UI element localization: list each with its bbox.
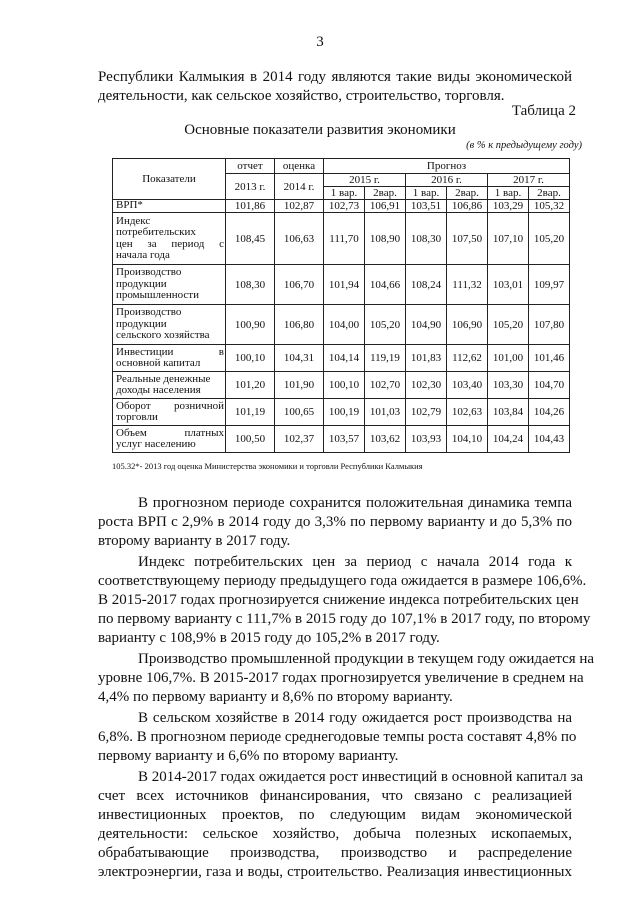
table-row [113, 305, 570, 345]
cell: 105,20 [488, 305, 529, 345]
cell: 104,00 [324, 305, 365, 345]
paragraph-2-line-2: соответствующему периоду предыдущего года ожидается в размере 106,6%. [98, 573, 587, 589]
cell: 100,10 [324, 372, 365, 399]
paragraph-2-line-4: по первому варианту с 111,7% в 2015 году до 107,1% в 2017 году, по второму [98, 611, 591, 627]
paragraph-5-line-2: счет всех источников финансирования, что связано с реализацией [98, 788, 572, 804]
paragraph-3-line-3: 4,4% по первому варианту и 8,6% по второму варианту. [98, 689, 453, 705]
cell: 104,14 [324, 345, 365, 372]
cell: 104,66 [365, 265, 406, 305]
cell: 100,19 [324, 399, 365, 426]
table-row [113, 265, 570, 305]
header-variant-2: 2вар. [529, 187, 570, 200]
header-year-2014: 2014 г. [275, 174, 324, 200]
cell: 103,30 [488, 372, 529, 399]
cell: 101,00 [488, 345, 529, 372]
row-label: Оборот розничной торговли [113, 399, 226, 426]
row-label: Объем платных услуг населению [113, 426, 226, 453]
cell: 101,19 [226, 399, 275, 426]
intro-line-2: деятельности, как сельское хозяйство, строительство, торговля. [98, 88, 505, 104]
cell: 108,30 [226, 265, 275, 305]
cell: 103,01 [488, 265, 529, 305]
cell: 103,51 [406, 200, 447, 213]
cell: 106,90 [447, 305, 488, 345]
page-number: 3 [316, 34, 324, 50]
cell: 104,24 [488, 426, 529, 453]
economy-indicators-table [112, 158, 570, 453]
row-label: Производство продукции промышленности [113, 265, 226, 305]
table-label: Таблица 2 [511, 103, 576, 119]
row-label: Реальные денежные доходы населения [113, 372, 226, 399]
cell: 100,50 [226, 426, 275, 453]
cell: 108,45 [226, 213, 275, 265]
table-footnote: 105.32*- 2013 год оценка Министерства экономики и торговли Республики Калмыкия [112, 461, 423, 471]
table-unit: (в % к предыдущему году) [466, 140, 582, 151]
cell: 112,62 [447, 345, 488, 372]
cell: 105,20 [365, 305, 406, 345]
cell: 109,97 [529, 265, 570, 305]
cell: 104,70 [529, 372, 570, 399]
cell: 103,93 [406, 426, 447, 453]
paragraph-1-line-1: В прогнозном периоде сохранится положительная динамика темпа [138, 495, 572, 511]
cell: 102,73 [324, 200, 365, 213]
paragraph-2-line-3: В 2015-2017 годах прогнозируется снижение индекса потребительских цен [98, 592, 579, 608]
cell: 106,63 [275, 213, 324, 265]
header-year-2016: 2016 г. [406, 174, 488, 187]
cell: 101,03 [365, 399, 406, 426]
intro-line-1: Республики Калмыкия в 2014 году являются такие виды экономической [98, 69, 572, 85]
cell: 102,30 [406, 372, 447, 399]
cell: 106,86 [447, 200, 488, 213]
cell: 107,50 [447, 213, 488, 265]
table-row [113, 372, 570, 399]
header-estimate: оценка [275, 159, 324, 174]
cell: 106,91 [365, 200, 406, 213]
header-year-2017: 2017 г. [488, 174, 570, 187]
table-row [113, 213, 570, 265]
header-variant-2: 2вар. [447, 187, 488, 200]
cell: 119,19 [365, 345, 406, 372]
row-label: ВРП* [113, 200, 226, 213]
cell: 108,90 [365, 213, 406, 265]
paragraph-2-line-1: Индекс потребительских цен за период с начала 2014 года к [138, 554, 572, 570]
header-variant-1: 1 вар. [324, 187, 365, 200]
table-row [113, 345, 570, 372]
paragraph-4-line-2: 6,8%. В прогнозном периоде среднегодовые темпы роста составят 4,8% по [98, 729, 577, 745]
header-variant-1: 1 вар. [406, 187, 447, 200]
table-title: Основные показатели развития экономики [184, 122, 456, 138]
table-row [113, 399, 570, 426]
paragraph-5-line-6: электроэнергии, газа и воды, строительство. Реализация инвестиционных [98, 864, 572, 880]
cell: 106,70 [275, 265, 324, 305]
cell: 102,37 [275, 426, 324, 453]
paragraph-2-line-5: варианту с 108,9% в 2015 году до 105,2% в 2017 году. [98, 630, 440, 646]
cell: 100,65 [275, 399, 324, 426]
cell: 104,26 [529, 399, 570, 426]
cell: 108,30 [406, 213, 447, 265]
header-indicators: Показатели [113, 159, 226, 200]
header-forecast: Прогноз [324, 159, 570, 174]
cell: 101,94 [324, 265, 365, 305]
cell: 103,29 [488, 200, 529, 213]
paragraph-5-line-3: инвестиционных проектов, по следующим видам экономической [98, 807, 572, 823]
cell: 101,20 [226, 372, 275, 399]
cell: 103,57 [324, 426, 365, 453]
cell: 102,63 [447, 399, 488, 426]
cell: 100,10 [226, 345, 275, 372]
header-variant-2: 2вар. [365, 187, 406, 200]
cell: 102,79 [406, 399, 447, 426]
cell: 105,20 [529, 213, 570, 265]
cell: 101,86 [226, 200, 275, 213]
paragraph-5-line-1: В 2014-2017 годах ожидается рост инвестиций в основной капитал за [138, 769, 584, 785]
cell: 106,80 [275, 305, 324, 345]
header-variant-1: 1 вар. [488, 187, 529, 200]
paragraph-4-line-3: первому варианту и 6,6% по второму варианту. [98, 748, 399, 764]
cell: 107,80 [529, 305, 570, 345]
paragraph-3-line-2: уровне 106,7%. В 2015-2017 годах прогнозируется увеличение в среднем на [98, 670, 584, 686]
cell: 101,90 [275, 372, 324, 399]
cell: 111,70 [324, 213, 365, 265]
cell: 104,31 [275, 345, 324, 372]
row-label: Индекс потребительских цен за период с начала года [113, 213, 226, 265]
table-row [113, 426, 570, 453]
cell: 103,84 [488, 399, 529, 426]
header-actual: отчет [226, 159, 275, 174]
cell: 103,40 [447, 372, 488, 399]
paragraph-1-line-3: второму варианту в 2017 году. [98, 533, 291, 549]
cell: 103,62 [365, 426, 406, 453]
cell: 111,32 [447, 265, 488, 305]
cell: 102,87 [275, 200, 324, 213]
cell: 102,70 [365, 372, 406, 399]
header-year-2015: 2015 г. [324, 174, 406, 187]
row-label: Инвестиции в основной капитал [113, 345, 226, 372]
cell: 108,24 [406, 265, 447, 305]
paragraph-5-line-4: деятельности: сельское хозяйство, добыча полезных ископаемых, [98, 826, 572, 842]
cell: 100,90 [226, 305, 275, 345]
paragraph-1-line-2: роста ВРП с 2,9% в 2014 году до 3,3% по первому варианту и до 5,3% по [98, 514, 572, 530]
cell: 105,32 [529, 200, 570, 213]
cell: 104,43 [529, 426, 570, 453]
row-label: Производство продукции сельского хозяйства [113, 305, 226, 345]
paragraph-5-line-5: обрабатывающие производства, производство и распределение [98, 845, 572, 861]
cell: 101,83 [406, 345, 447, 372]
cell: 101,46 [529, 345, 570, 372]
paragraph-4-line-1: В сельском хозяйстве в 2014 году ожидается рост производства на [138, 710, 572, 726]
cell: 104,90 [406, 305, 447, 345]
paragraph-3-line-1: Производство промышленной продукции в текущем году ожидается на [138, 651, 595, 667]
table-row [113, 200, 570, 213]
cell: 104,10 [447, 426, 488, 453]
header-year-2013: 2013 г. [226, 174, 275, 200]
cell: 107,10 [488, 213, 529, 265]
